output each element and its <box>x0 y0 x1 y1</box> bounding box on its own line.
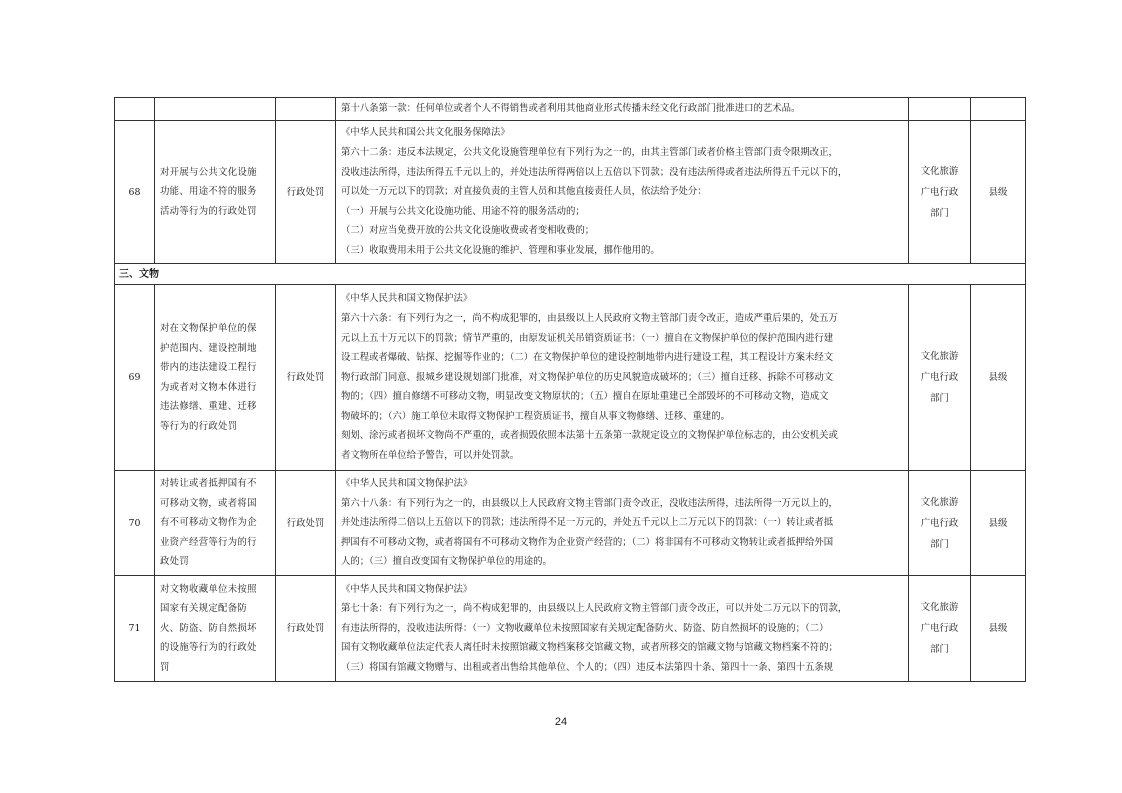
item-name <box>155 471 276 576</box>
legal-basis-line: 并处违法所得二倍以上五倍以下的罚款；违法所得不足一万元的，并处五千元以上二万元以下的罚款：（一）转让或者抵 <box>341 517 834 529</box>
legal-basis <box>336 285 909 471</box>
legal-basis-line: 第六十八条：有下列行为之一的，由县级以上人民政府文物主管部门责令改正，没收违法所得，违法所得一万元以上的， <box>341 497 838 509</box>
row-number: 69 <box>115 285 155 471</box>
legal-basis-line: （二）对应当免费开放的公共文化设施收费或者变相收费的； <box>341 225 595 237</box>
item-name <box>155 98 276 121</box>
legal-basis-line: （一）开展与公共文化设施功能、用途不符的服务活动的； <box>341 205 585 217</box>
department-line: 文化旅游 <box>920 351 959 362</box>
admin-level: 县级 <box>971 121 1026 264</box>
item-name-line: 业资产经营等行为的行 <box>160 536 257 548</box>
department-line: 文化旅游 <box>920 496 959 508</box>
department-line: 文化旅游 <box>920 165 959 177</box>
item-name-line: 等行为的行政处罚 <box>160 420 238 432</box>
legal-basis <box>336 471 909 576</box>
admin-level: 县级 <box>971 471 1026 576</box>
item-name-line: 为或者对文物本体进行 <box>160 381 257 393</box>
legal-basis-line: 第七十条：有下列行为之一，尚不构成犯罪的，由县级以上人民政府文物主管部门责令改正，可以并处二万元以下的罚款， <box>341 603 848 615</box>
legal-basis-line: 《中华人民共和国文物保护法》 <box>341 583 473 595</box>
admin-level: 县级 <box>971 285 1026 471</box>
power-type: 行政处罚 <box>276 285 336 471</box>
item-name-line: 政处罚 <box>160 556 190 568</box>
item-name-line: 活动等行为的行政处罚 <box>160 205 257 217</box>
page-number: 24 <box>554 716 568 728</box>
item-name-line: 有不可移动文物作为企 <box>160 517 257 529</box>
legal-basis-line: 《中华人民共和国公共文化服务保障法》 <box>341 127 510 139</box>
section-heading: 三、文物 <box>115 264 1026 285</box>
table-row <box>115 121 1026 264</box>
department-line: 部门 <box>930 207 949 219</box>
item-name-line: 违法修缮、重建、迁移 <box>160 401 257 412</box>
enforcement-table <box>114 97 1026 682</box>
table-row <box>115 576 1026 682</box>
table-row <box>115 471 1026 576</box>
legal-basis <box>336 576 909 682</box>
item-name-line: 对开展与公共文化设施 <box>160 166 257 178</box>
item-name <box>155 121 276 264</box>
department-line: 广电行政 <box>920 623 959 634</box>
legal-basis-line: 物的；（四）擅自修缮不可移动文物，明显改变文物原状的；（五）擅自在原址重建已全部毁坏的不可移动文物，造成文 <box>341 391 829 403</box>
item-name-line: 护范围内、建设控制地 <box>160 342 257 354</box>
legal-basis-line: 物破坏的；（六）施工单位未取得文物保护工程资质证书，擅自从事文物修缮、迁移、重建的。 <box>341 410 731 422</box>
legal-basis-line: 《中华人民共和国文物保护法》 <box>341 293 473 305</box>
item-name-line: 功能、用途不符的服务 <box>160 186 257 198</box>
item-name <box>155 576 276 682</box>
legal-basis-line: 押国有不可移动文物，或者将国有不可移动文物作为企业资产经营的；（二）将非国有不可移动文物转让或者抵押给外国 <box>341 536 834 548</box>
item-name-line: 对在文物保护单位的保 <box>160 323 257 334</box>
department-line: 广电行政 <box>920 372 959 383</box>
power-type: 行政处罚 <box>276 576 336 682</box>
responsible-department <box>909 121 971 264</box>
item-name-line: 罚 <box>160 661 170 673</box>
legal-basis-line: 物行政部门同意、报城乡建设规划部门批准，对文物保护单位的历史风貌造成破坏的；（三）擅自迁移、拆除不可移动文 <box>341 371 834 383</box>
item-name-line: 国家有关规定配备防 <box>160 603 248 615</box>
row-number: 70 <box>115 471 155 576</box>
row-number: 71 <box>115 576 155 682</box>
legal-basis-line: 《中华人民共和国文物保护法》 <box>341 478 473 490</box>
department-line: 广电行政 <box>920 186 959 198</box>
legal-basis-line: 者文物所在单位给予警告，可以并处罚款。 <box>341 450 520 462</box>
legal-basis-line: 第六十二条：违反本法规定，公共文化设施管理单位有下列行为之一的，由其主管部门或者价格主管部门责令限期改正， <box>341 147 838 159</box>
legal-basis-line: 设工程或者爆破、钻探、挖掘等作业的；（二）在文物保护单位的建设控制地带内进行建设工程，其工程设计方案未经文 <box>341 352 834 364</box>
responsible-department <box>909 285 971 471</box>
power-type <box>276 98 336 121</box>
legal-basis-line: 有违法所得的，没收违法所得：（一）文物收藏单位未按照国家有关规定配备防火、防盗、防自然损坏的设施的；（二） <box>341 622 829 634</box>
row-number <box>115 98 155 121</box>
legal-basis-line: 第六十六条：有下列行为之一，尚不构成犯罪的，由县级以上人民政府文物主管部门责令改正，造成严重后果的，处五万 <box>341 312 838 324</box>
admin-level: 县级 <box>971 576 1026 682</box>
legal-basis-line: 没收违法所得，违法所得五千元以上的，并处违法所得两倍以上五倍以下罚款；没有违法所得或者违法所得五千元以下的， <box>341 166 848 178</box>
legal-basis-line: （三）收取费用未用于公共文化设施的维护、管理和事业发展，挪作他用的。 <box>341 244 660 256</box>
department-line: 广电行政 <box>920 517 959 529</box>
item-name-line: 的设施等行为的行政处 <box>160 642 257 654</box>
department-line: 部门 <box>930 393 949 404</box>
department-line: 文化旅游 <box>920 602 959 613</box>
legal-basis <box>336 121 909 264</box>
table-row <box>115 98 1026 121</box>
responsible-department <box>909 98 971 121</box>
legal-basis-line: 元以上五十万元以下的罚款；情节严重的，由原发证机关吊销资质证书：（一）擅自在文物保护单位的保护范围内进行建 <box>341 332 834 344</box>
legal-basis-line: 可以处一万元以下的罚款；对直接负责的主管人员和其他直接责任人员，依法给予处分： <box>341 186 707 198</box>
responsible-department <box>909 471 971 576</box>
item-name-line: 火、防盗、防自然损坏 <box>160 622 257 634</box>
item-name <box>155 285 276 471</box>
legal-basis-line: 第十八条第一款：任何单位或者个人不得销售或者利用其他商业形式传播未经文化行政部门批准进口的艺术品。 <box>341 103 801 115</box>
legal-basis <box>336 98 909 121</box>
legal-basis-line: 国有文物收藏单位法定代表人离任时未按照馆藏文物档案移交馆藏文物，或者所移交的馆藏文物与馆藏文物档案不符的； <box>341 642 838 654</box>
responsible-department <box>909 576 971 682</box>
legal-basis-line: 人的；（三）擅自改变国有文物保护单位的用途的。 <box>341 556 552 568</box>
power-type: 行政处罚 <box>276 471 336 576</box>
item-name-line: 对文物收藏单位未按照 <box>160 583 257 595</box>
item-name-line: 带内的违法建设工程行 <box>160 362 257 373</box>
section-row <box>115 264 1026 285</box>
item-name-line: 可移动文物，或者将国 <box>160 497 257 509</box>
table-row <box>115 285 1026 471</box>
legal-basis-line: （三）将国有馆藏文物赠与、出租或者出售给其他单位、个人的；（四）违反本法第四十条、第四十一条、第四十五条规 <box>341 661 834 673</box>
department-line: 部门 <box>930 644 949 655</box>
power-type: 行政处罚 <box>276 121 336 264</box>
item-name-line: 对转让或者抵押国有不 <box>160 478 257 490</box>
row-number: 68 <box>115 121 155 264</box>
admin-level <box>971 98 1026 121</box>
department-line: 部门 <box>930 538 949 550</box>
legal-basis-line: 刻划、涂污或者损坏文物尚不严重的，或者损毁依照本法第十五条第一款规定设立的文物保护单位标志的，由公安机关或 <box>341 430 838 442</box>
